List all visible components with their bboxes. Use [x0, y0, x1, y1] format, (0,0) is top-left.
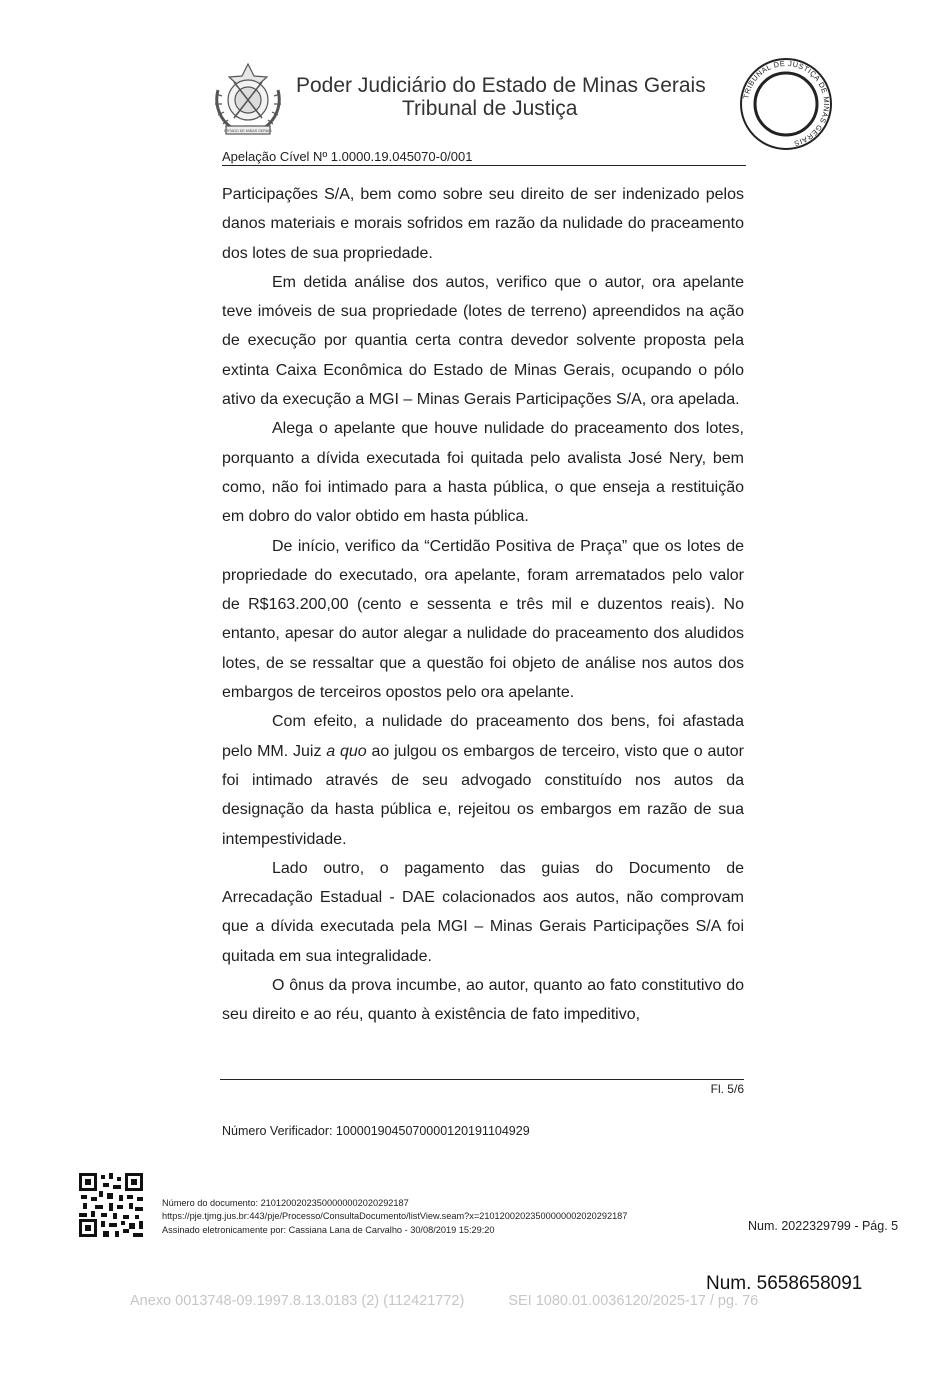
watermark-sei: SEI 1080.01.0036120/2025-17 / pg. 76 [508, 1293, 759, 1309]
footer-divider [220, 1079, 744, 1080]
org-name-line1: Poder Judiciário do Estado de Minas Gerais [296, 74, 706, 97]
header-divider [222, 165, 746, 166]
annex-watermark [130, 1293, 758, 1309]
qr-code-icon [79, 1173, 143, 1237]
paragraph-5-italic: a quo [326, 742, 367, 760]
paragraph-2: Em detida análise dos autos, verifico que o autor, ora apelante teve imóveis de sua propriedade (lotes de terreno) apreendidos na ação de execução por quantia certa contra devedor solvente proposta pela extinta Caixa Econômica do Estado de Minas Gerais, ocupando o pólo ativo da execução a MGI – Minas Gerais Participações S/A, ora apelada. [222, 273, 744, 409]
svg-text:TRIBUNAL DE JUSTIÇA DE MINAS G: TRIBUNAL DE JUSTIÇA DE MINAS GERAIS [741, 58, 832, 149]
case-reference: Apelação Cível Nº 1.0000.19.045070-0/001 [222, 149, 473, 164]
paragraph-5-start: Com efeito, a nulidade do praceamento dos bens, foi afastada pelo MM. Juiz [222, 713, 744, 760]
document-id-number: Num. 5658658091 [706, 1273, 863, 1294]
document-number: Número do documento: 21012002023500000002020292187 [162, 1198, 409, 1208]
court-seal-icon [738, 56, 834, 152]
org-name-line2: Tribunal de Justiça [402, 97, 578, 120]
document-body [222, 180, 744, 1030]
paragraph-5 [222, 707, 744, 853]
paragraph-3: Alega o apelante que houve nulidade do praceamento dos lotes, porquanto a dívida executada foi quitada pelo avalista José Nery, bem como, não foi intimado para a hasta pública, o que enseja a restituição em dobro do valor obtido em hasta pública. [222, 420, 744, 526]
coat-of-arms-icon [210, 60, 286, 142]
paragraph-5-end: ao julgou os embargos de terceiro, visto que o autor foi intimado através de seu advogado constituído nos autos da designação da hasta pública e, rejeitou os embargos em razão de sua intempestividade. [222, 742, 744, 848]
watermark-annex: Anexo 0013748-09.1997.8.13.0183 (2) (112421772) [130, 1293, 465, 1309]
paragraph-6: Lado outro, o pagamento das guias do Documento de Arrecadação Estadual - DAE colacionados aos autos, não comprovam que a dívida executada pela MGI – Minas Gerais Participações S/A foi quitada em sua integralidade. [222, 859, 744, 965]
signature-info: Assinado eletronicamente por: Cassiana Lana de Carvalho - 30/08/2019 15:29:20 [162, 1224, 495, 1235]
pje-metadata [162, 1197, 627, 1237]
svg-text:ESTADO DE MINAS GERAIS: ESTADO DE MINAS GERAIS [224, 129, 272, 133]
verifier-number: Número Verificador: 1000019045070000120191104929 [222, 1124, 530, 1138]
paragraph-1: Participações S/A, bem como sobre seu direito de ser indenizado pelos danos materiais e morais sofridos em razão da nulidade do praceamento dos lotes de sua propriedade. [222, 186, 744, 262]
paragraph-4: De início, verifico da “Certidão Positiva de Praça” que os lotes de propriedade do executado, ora apelante, foram arrematados pelo valor de R$163.200,00 (cento e sessenta e três mil e duzentos reais). No entanto, apesar do autor alegar a nulidade do praceamento dos aludidos lotes, de se ressaltar que a questão foi objeto de análise nos autos dos embargos de terceiros opostos pelo ora apelante. [222, 537, 744, 702]
document-page-number: Num. 2022329799 - Pág. 5 [748, 1219, 899, 1233]
document-url[interactable]: https://pje.tjmg.jus.br:443/pje/Processo/ConsultaDocumento/listView.seam?x=21012002023500000002020292187 [162, 1211, 628, 1222]
page-folio: Fl. 5/6 [710, 1082, 744, 1096]
paragraph-7: O ônus da prova incumbe, ao autor, quanto ao fato constitutivo do seu direito e ao réu, quanto à existência de fato impeditivo, [222, 977, 744, 1024]
